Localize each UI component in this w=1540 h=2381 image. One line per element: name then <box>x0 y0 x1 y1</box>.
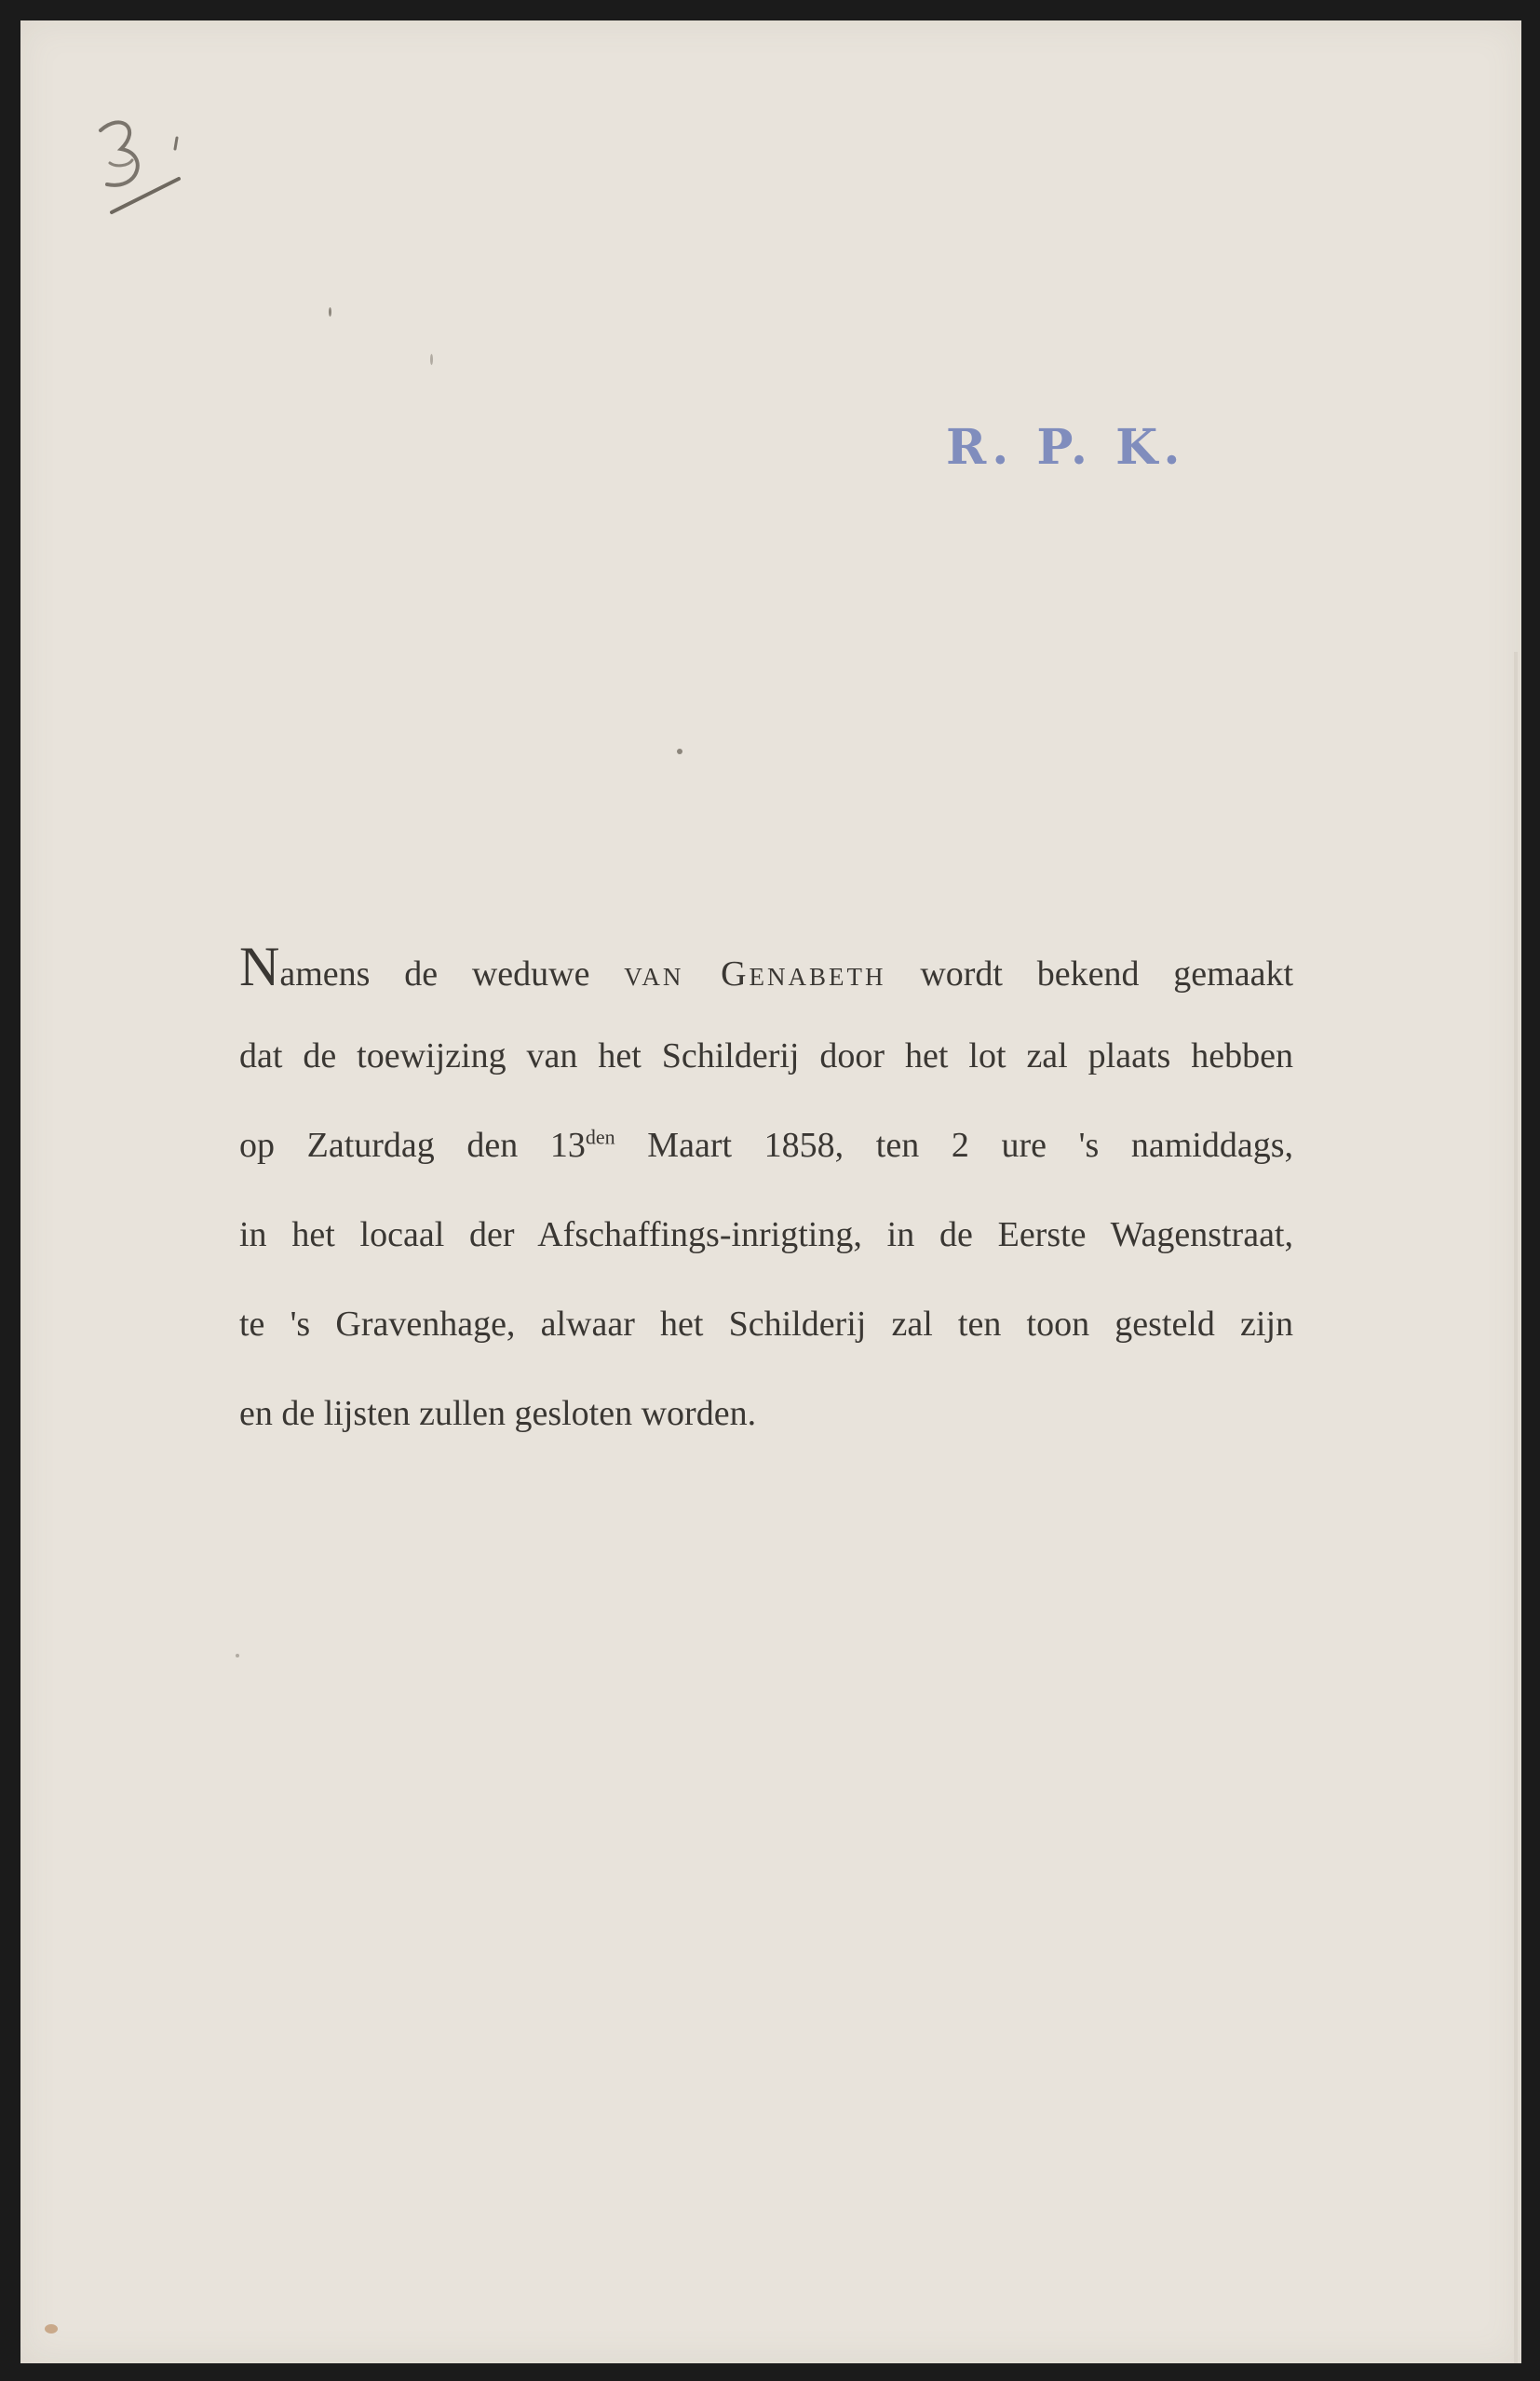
paper-speck <box>236 1654 239 1657</box>
line1-pre: amens de weduwe <box>279 954 590 994</box>
date-suffix: den <box>585 1125 615 1149</box>
library-stamp: R. P. K. <box>946 419 1186 476</box>
drop-cap: N <box>239 936 280 997</box>
announcement-line-1 <box>239 922 1293 1011</box>
paper-speck <box>45 2324 58 2334</box>
announcement-line-2: dat de toewijzing van het Schilderij door het lot zal plaats hebben <box>239 1036 1293 1076</box>
paper-speck <box>329 307 331 317</box>
paper-fold <box>1514 652 1518 2363</box>
announcement-line-6: en de lijsten zullen gesloten worden. <box>239 1394 757 1433</box>
line3-post: Maart 1858, ten 2 ure 's namiddags, <box>647 1126 1293 1165</box>
announcement-line-4: in het locaal der Afschaffings-inrigting, in de Eerste Wagenstraat, <box>239 1215 1293 1254</box>
announcement-line-5: te 's Gravenhage, alwaar het Schilderij zal ten toon gesteld zijn <box>239 1305 1293 1344</box>
paper-speck <box>430 354 433 365</box>
announcement-line-3 <box>239 1101 1293 1190</box>
line1-post: wordt bekend gemaakt <box>920 954 1294 994</box>
widow-name: van Genabeth <box>624 954 886 994</box>
line3-pre: op Zaturdag den 13 <box>239 1126 586 1165</box>
announcement-text <box>239 922 1293 1458</box>
pencil-annotation-mark <box>84 112 186 242</box>
paper-speck <box>677 749 682 754</box>
